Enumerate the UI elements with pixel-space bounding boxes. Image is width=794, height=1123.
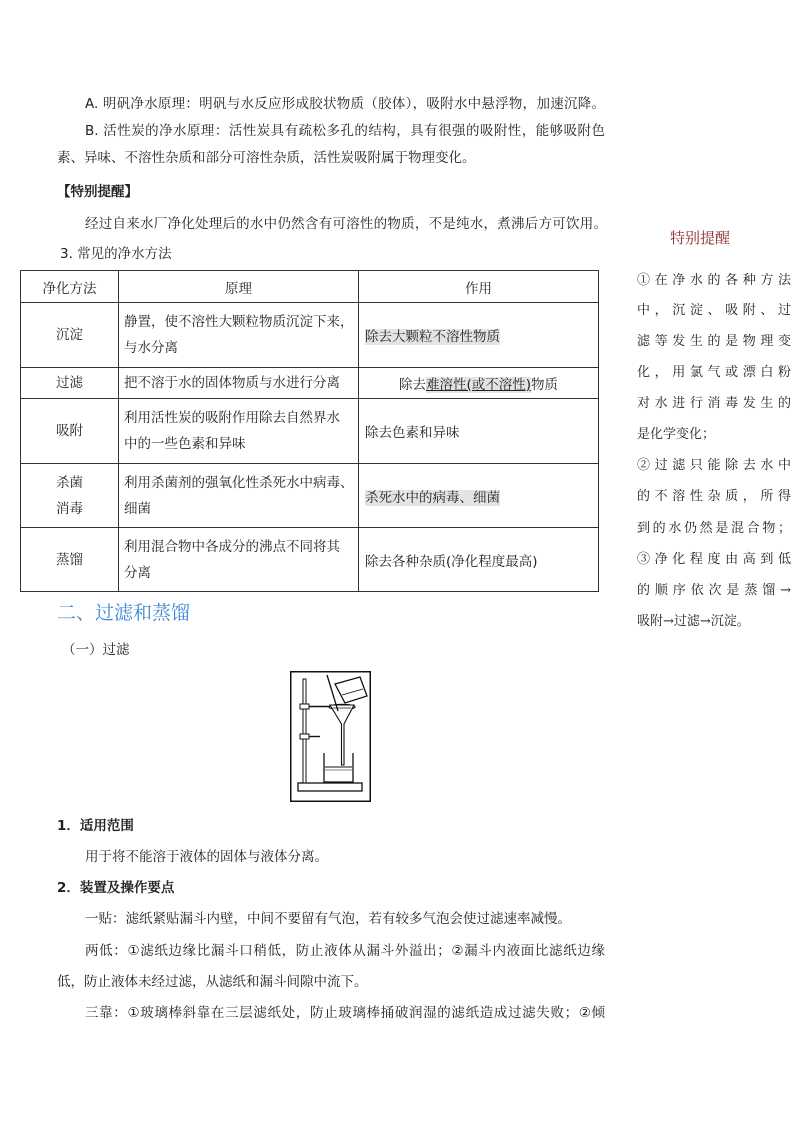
filtration-apparatus-drawing bbox=[290, 671, 371, 802]
lower-clamp-boss bbox=[300, 734, 309, 739]
sidebar-line: 到的水仍然是混合物； bbox=[637, 521, 791, 536]
method-name: 过滤 bbox=[56, 375, 83, 391]
method-cell bbox=[21, 464, 119, 528]
principle-line: 利用杀菌剂的强氧化性杀死水中病毒、 bbox=[124, 474, 354, 491]
stand-base bbox=[298, 783, 362, 791]
paragraph-a: A. 明矾净水原理：明矾与水反应形成胶状物质（胶体），吸附水中悬浮物，加速沉降。 bbox=[85, 96, 605, 112]
principle-line: 分离 bbox=[124, 564, 151, 581]
section-title: 二、过滤和蒸馏 bbox=[57, 602, 191, 624]
effect-text: 除去 bbox=[398, 377, 426, 393]
operations-heading: 2．装置及操作要点 bbox=[57, 880, 175, 896]
effect-text: 除去色素和异味 bbox=[365, 425, 460, 441]
method-name: 吸附 bbox=[56, 423, 83, 439]
sidebar-line: ②过滤只能除去水中 bbox=[637, 458, 791, 473]
principle-line: 利用活性炭的吸附作用除去自然界水 bbox=[124, 410, 340, 426]
paragraph-b-line-2: 素、异味、不溶性杂质和部分可溶性杂质，活性炭吸附属于物理变化。 bbox=[57, 150, 476, 166]
method-name: 蒸馏 bbox=[56, 551, 83, 568]
effect-cell bbox=[359, 303, 599, 368]
sidebar-line: ③净化程度由高到低 bbox=[637, 552, 791, 567]
method-cell bbox=[21, 303, 119, 368]
principle-cell bbox=[119, 303, 359, 368]
section-subtitle: （一）过滤 bbox=[62, 642, 130, 658]
principle-line: 中的一些色素和异味 bbox=[124, 436, 246, 452]
sidebar-line: 吸附→过滤→沉淀。 bbox=[637, 614, 750, 629]
sidebar-line: 的不溶性杂质，所得 bbox=[637, 489, 791, 504]
operations-line: 三靠：①玻璃棒斜靠在三层滤纸处，防止玻璃棒捅破润湿的滤纸造成过滤失败；②倾 bbox=[85, 1005, 605, 1021]
tip-heading: 【特别提醒】 bbox=[57, 184, 138, 200]
effect-text: 物质 bbox=[531, 377, 559, 393]
method-cell bbox=[21, 528, 119, 592]
sidebar-line: 滤等发生的是物理变 bbox=[637, 334, 791, 349]
header-effect: 作用 bbox=[359, 271, 599, 303]
method-name: 沉淀 bbox=[56, 327, 83, 343]
sidebar-line: 对水进行消毒发生的 bbox=[637, 396, 791, 411]
sidebar-line: 是化学变化； bbox=[637, 427, 716, 442]
scope-text: 用于将不能溶于液体的固体与液体分离。 bbox=[85, 849, 328, 865]
operations-line: 低，防止液体未经过滤，从滤纸和漏斗间隙中流下。 bbox=[57, 974, 368, 990]
table-header-row bbox=[21, 271, 599, 303]
methods-heading: 3. 常见的净水方法 bbox=[60, 246, 172, 262]
method-name: 消毒 bbox=[56, 500, 83, 517]
stand-rod bbox=[303, 679, 306, 783]
effect-cell bbox=[359, 368, 599, 399]
table-row bbox=[21, 303, 599, 368]
purification-methods-table bbox=[20, 270, 599, 592]
header-method: 净化方法 bbox=[21, 271, 119, 303]
effect-cell bbox=[359, 464, 599, 528]
method-cell bbox=[21, 368, 119, 399]
filtration-apparatus-icon bbox=[290, 671, 371, 802]
table-row bbox=[21, 464, 599, 528]
operations-line: 两低：①滤纸边缘比漏斗口稍低，防止液体从漏斗外溢出；②漏斗内液面比滤纸边缘 bbox=[85, 943, 605, 959]
principle-line: 静置，使不溶性大颗粒物质沉淀下来， bbox=[124, 314, 354, 330]
effect-cell bbox=[359, 399, 599, 464]
principle-cell bbox=[119, 399, 359, 464]
sidebar-line: ①在净水的各种方法 bbox=[637, 273, 791, 288]
operations-line: 一贴：滤纸紧贴漏斗内壁，中间不要留有气泡，若有较多气泡会使过滤速率减慢。 bbox=[85, 911, 571, 927]
sidebar-line: 化，用氯气或漂白粉 bbox=[637, 365, 791, 380]
principle-line: 利用混合物中各成分的沸点不同将其 bbox=[124, 538, 340, 555]
sidebar-title: 特别提醒 bbox=[670, 229, 731, 247]
method-name: 杀菌 bbox=[56, 474, 83, 491]
principle-cell bbox=[119, 464, 359, 528]
principle-line: 细菌 bbox=[124, 500, 151, 517]
upper-clamp-boss bbox=[300, 704, 309, 709]
table-row bbox=[21, 528, 599, 592]
effect-text: 除去大颗粒不溶性物质 bbox=[365, 329, 500, 345]
scope-heading: 1．适用范围 bbox=[57, 818, 134, 834]
table-row bbox=[21, 368, 599, 399]
principle-cell bbox=[119, 528, 359, 592]
sidebar-line: 的顺序依次是蒸馏→ bbox=[637, 583, 791, 598]
effect-cell bbox=[359, 528, 599, 592]
principle-line: 把不溶于水的固体物质与水进行分离 bbox=[124, 375, 340, 391]
effect-text: 杀死水中的病毒、细菌 bbox=[365, 489, 500, 506]
method-cell bbox=[21, 399, 119, 464]
header-principle: 原理 bbox=[119, 271, 359, 303]
table-row bbox=[21, 399, 599, 464]
effect-text: 除去各种杂质(净化程度最高) bbox=[365, 553, 538, 570]
paragraph-b-line-1: B. 活性炭的净水原理：活性炭具有疏松多孔的结构，具有很强的吸附性，能够吸附色 bbox=[85, 123, 605, 139]
sidebar-line: 中，沉淀、吸附、过 bbox=[637, 303, 791, 318]
effect-text-highlighted: 难溶性(或不溶性) bbox=[425, 377, 532, 393]
tip-text: 经过自来水厂净化处理后的水中仍然含有可溶性的物质，不是纯水，煮沸后方可饮用。 bbox=[85, 216, 607, 232]
principle-line: 与水分离 bbox=[124, 340, 178, 356]
principle-cell bbox=[119, 368, 359, 399]
